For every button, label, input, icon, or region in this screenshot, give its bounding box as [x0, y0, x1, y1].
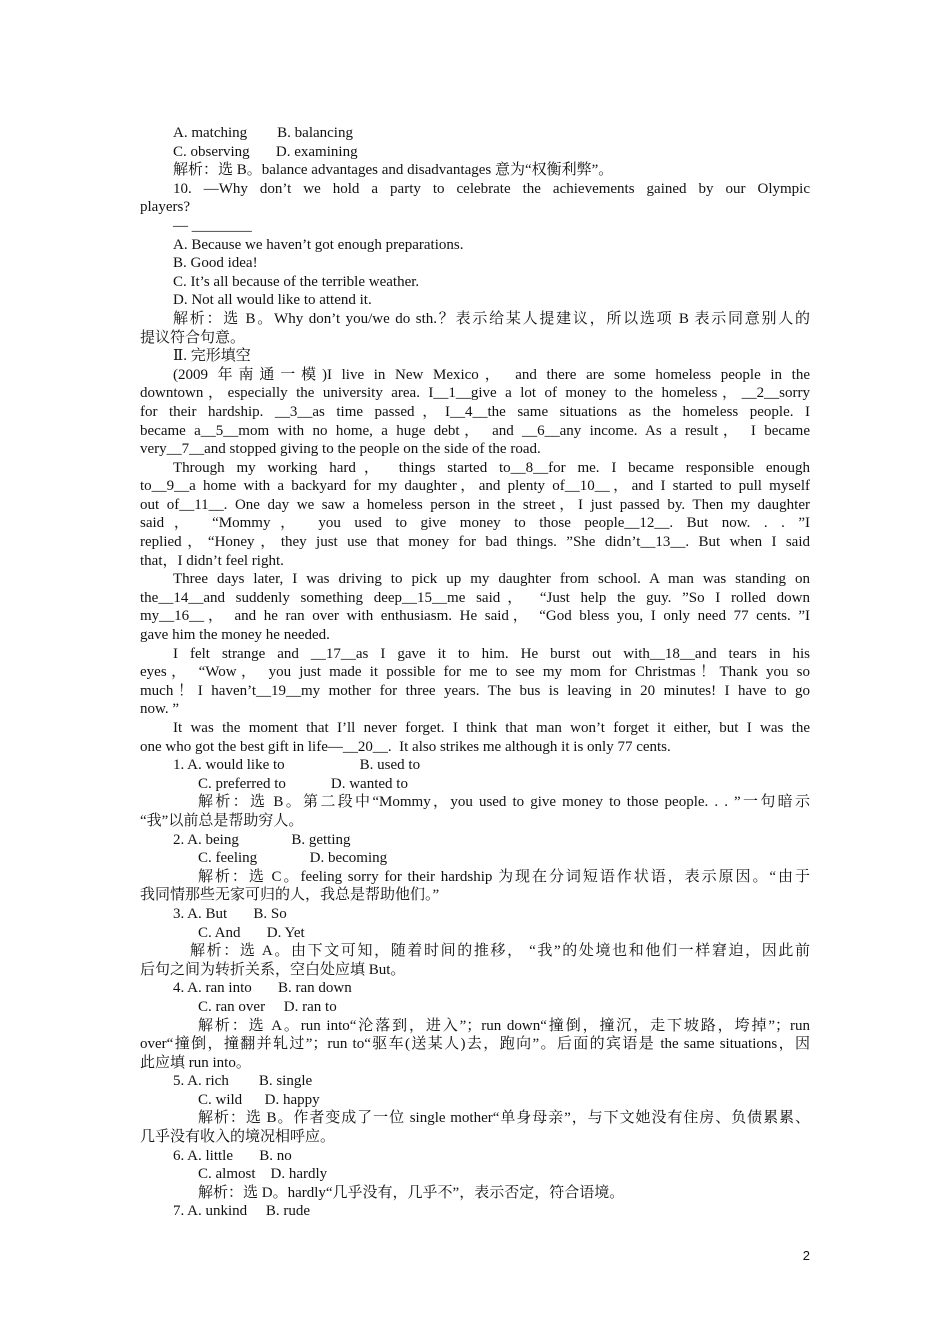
text-line: for their hardship. __3__as time passed，I__4__the same situations as the homeless people. I: [140, 403, 810, 420]
text-line: that，I didn’t feel right.: [140, 552, 284, 569]
text-line: 我同情那些无家可归的人，我总是帮助他们。”: [140, 887, 440, 904]
text-line: 解析：选 C。feeling sorry for their hardship 为现在分词短语作状语，表示原因。“由于: [198, 868, 810, 885]
text-line: gave him the money he needed.: [140, 627, 330, 644]
text-line: replied，“Honey，they just use that money for bad things. ”She didn’t__13__. But when I said: [140, 534, 810, 551]
text-line: 解析：选 D。hardly“几乎没有，几乎不”，表示否定，符合语境。: [198, 1184, 625, 1201]
text-line: 解析：选 B。作者变成了一位 single mother“单身母亲”，与下文她没有住房、负债累累、: [198, 1110, 810, 1127]
text-line: my__16__， and he ran over with enthusiasm. He said， “God bless you, I only need 77 cents. ”I: [140, 608, 810, 625]
text-line: 解析：选 B。Why don’t you/we do sth.？表示给某人提建议，所以选项 B 表示同意别人的: [173, 310, 810, 327]
text-line: Ⅱ. 完形填空: [173, 348, 251, 365]
text-line: 提议符合句意。: [140, 329, 246, 346]
text-line: B. Good idea!: [173, 255, 258, 272]
text-line: Through my working hard， things started to__8__for me. I became responsible enough: [173, 459, 810, 476]
text-line: Three days later, I was driving to pick up my daughter from school. A man was standing on: [173, 571, 810, 588]
page-number: 2: [802, 1248, 810, 1263]
text-line: C. preferred to D. wanted to: [198, 775, 408, 792]
text-line: 解析：选 B。balance advantages and disadvantages 意为“权衡利弊”。: [173, 162, 614, 179]
text-line: It was the moment that I’ll never forget. I think that man won’t forget it either, but I was the: [173, 720, 810, 736]
text-line: said， “Mommy， you used to give money to those people__12__. But now. . . ”I: [140, 515, 810, 532]
text-line: C. feeling D. becoming: [198, 850, 388, 867]
text-line: 6. A. little B. no: [173, 1147, 292, 1164]
text-line: 3. A. But B. So: [173, 905, 287, 922]
text-line: to__9__a home with a backyard for my daughter，and plenty of__10__，and I started to pull myself: [140, 478, 810, 495]
text-line: C. And D. Yet: [198, 924, 305, 941]
text-line: much！I haven’t__19__my mother for three years. The bus is leaving in 20 minutes! I have to go: [140, 682, 810, 699]
text-line: 5. A. rich B. single: [173, 1073, 313, 1090]
text-line: 解析：选 A。由下文可知，随着时间的推移， “我”的处境也和他们一样窘迫，因此前: [190, 943, 810, 960]
text-line: 此应填 run into。: [140, 1054, 251, 1071]
text-line: — ________: [173, 217, 252, 234]
text-line: C. ran over D. ran to: [198, 998, 337, 1015]
text-line: players?: [140, 199, 190, 216]
text-line: the__14__and suddenly something deep__15__me said， “Just help the guy. ”So I rolled down: [140, 589, 810, 606]
text-line: 4. A. ran into B. ran down: [173, 980, 352, 997]
text-line: “我”以前总是帮助穷人。: [140, 812, 304, 829]
text-line: C. It’s all because of the terrible weather.: [173, 273, 420, 290]
text-line: 解析：选 A。run into“沦落到，进入”；run down“撞倒，撞沉，走下坡路，垮掉”；run: [198, 1017, 810, 1034]
text-line: A. Because we haven’t got enough preparations.: [173, 236, 464, 253]
text-line: very__7__and stopped giving to the people on the side of the road.: [140, 441, 541, 458]
text-line: one who got the best gift in life—__20__. It also strikes me although it is only 77 cents.: [140, 738, 671, 755]
text-line: 解析：选 B。第二段中“Mommy，you used to give money to those people. . . ”一句暗示: [198, 794, 810, 811]
text-line: became a__5__mom with no home, a huge debt， and __6__any income. As a result， I became: [140, 422, 810, 439]
text-line: C. observing D. examining: [173, 143, 358, 160]
text-line: 后句之间为转折关系，空白处应填 But。: [140, 961, 406, 978]
text-line: C. wild D. happy: [198, 1091, 320, 1108]
text-line: eyes， “Wow， you just made it possible for me to see my mom for Christmas！Thank you so: [140, 664, 810, 681]
text-line: 几乎没有收入的境况相呼应。: [140, 1129, 336, 1146]
text-line: C. almost D. hardly: [198, 1166, 328, 1183]
text-line: (2009 年南通一模)I live in New Mexico， and there are some homeless people in the: [173, 366, 810, 383]
text-line: I felt strange and __17__as I gave it to him. He burst out with__18__and tears in his: [173, 645, 810, 662]
text-line: 2. A. being B. getting: [173, 831, 351, 848]
text-line: now. ”: [140, 701, 180, 718]
text-line: 10. —Why don’t we hold a party to celebrate the achievements gained by our Olympic: [173, 180, 810, 197]
text-line: over“撞倒，撞翻并轧过”；run to“驱车(送某人)去，跑向”。后面的宾语是 the same situations，因: [140, 1036, 810, 1053]
text-line: 1. A. would like to B. used to: [173, 757, 421, 774]
document-body: [140, 124, 810, 1221]
text-line: A. matching B. balancing: [173, 125, 353, 141]
text-line: downtown，especially the university area. I__1__give a lot of money to the homeless，__2__sorry: [140, 385, 810, 402]
text-line: out of__11__. One day we saw a homeless person in the street，I just passed by. Then my daughter: [140, 496, 810, 513]
text-line: D. Not all would like to attend it.: [173, 292, 372, 309]
text-line: 7. A. unkind B. rude: [173, 1203, 311, 1220]
